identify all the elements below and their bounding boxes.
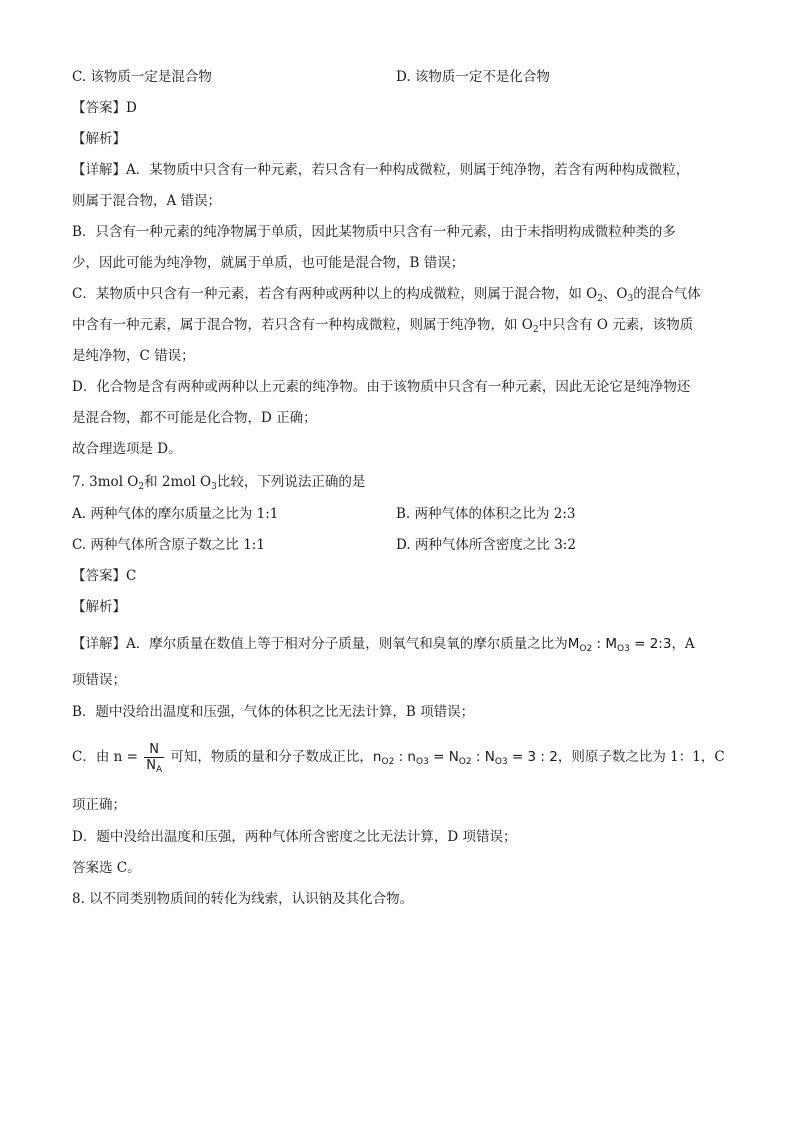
q6-detail-b-line1: B．只含有一种元素的纯净物属于单质，因此某物质中只含有一种元素，由于未指明构成微粒种类的多	[72, 224, 676, 240]
q6-detail-c-line3: 是纯净物，C 错误；	[72, 348, 195, 364]
q6-detail-c-line2: 中含有一种元素，属于混合物，若只含有一种构成微粒，则属于纯净物，如 $O_2$中只含有 O 元素，该物质	[72, 317, 694, 335]
q7-options-cd	[72, 536, 732, 554]
q6-options-cd	[72, 68, 732, 86]
q7-conclusion: 答案选 C。	[72, 860, 141, 876]
q7-analysis-label: 【解析】	[72, 599, 126, 615]
q6-detail-c-line1: C．某物质中只含有一种元素，若含有两种或两种以上的构成微粒，则属于混合物，如 $O_2$、$O_3$的混合气体	[72, 286, 701, 304]
molar-mass-ratio-formula: $M_{O2}$ : $M_{O3}$ = 2:3	[567, 636, 672, 654]
q7-option-a: A. 两种气体的摩尔质量之比为 1:1	[72, 506, 279, 522]
q6-detail-b-line2: 少，因此可能为纯净物，就属于单质，也可能是混合物，B 错误；	[72, 255, 465, 271]
q7-option-b: B. 两种气体的体积之比为 2:3	[396, 506, 576, 522]
q6-option-c: C. 该物质一定是混合物	[72, 69, 212, 85]
q7-detail-c-line1: C．由 n = $\frac{N}{N_A}$ 可知，物质的量和分子数成正比，$n_{O2}$ : $n_{O3} = N_{O2}$ : $N_{O3} = 3$ : 2，则原子数之比为 1：1，C	[72, 742, 725, 775]
mole-ratio-formula: $n_{O2}$ : $n_{O3} = N_{O2}$ : $N_{O3} = 3$ : 2	[372, 749, 558, 767]
q7-detail-d: D．题中没给出温度和压强，两种气体所含密度之比无法计算，D 项错误；	[72, 829, 517, 845]
q7-option-c: C. 两种气体所含原子数之比 1:1	[72, 537, 265, 553]
q6-option-d: D. 该物质一定不是化合物	[396, 69, 550, 85]
n-equals-fraction: $\frac{N}{N_A}$	[146, 742, 163, 775]
q7-detail-a-line2: 项错误；	[72, 672, 126, 688]
q7-options-ab	[72, 505, 732, 523]
q7-option-d: D. 两种气体所含密度之比 3:2	[396, 537, 576, 553]
q6-detail-a-line1: 【详解】A．某物质中只含有一种元素，若只含有一种构成微粒，则属于纯净物，若含有两种构成微粒，	[72, 162, 690, 178]
q7-answer: 【答案】C	[72, 568, 137, 584]
q6-conclusion: 故合理选项是 D。	[72, 441, 182, 457]
q7-stem: 7. 3mol $O_2$和 2mol $O_3$比较，下列说法正确的是	[72, 474, 366, 492]
q6-answer: 【答案】D	[72, 100, 137, 116]
q6-analysis-label: 【解析】	[72, 131, 126, 147]
q8-stem: 8. 以不同类别物质间的转化为线索，认识钠及其化合物。	[72, 891, 414, 907]
q7-detail-a-line1: 【详解】A．摩尔质量在数值上等于相对分子质量，则氧气和臭氧的摩尔质量之比为$M_{O2}$ : $M_{O3}$ = 2:3，A	[72, 636, 695, 654]
q7-detail-c-line2: 项正确；	[72, 797, 126, 813]
q7-detail-b: B．题中没给出温度和压强，气体的体积之比无法计算，B 项错误；	[72, 704, 475, 720]
q6-detail-d-line2: 是混合物，都不可能是化合物，D 正确；	[72, 410, 317, 426]
q6-detail-a-line2: 则属于混合物，A 错误；	[72, 193, 222, 209]
q6-detail-d-line1: D．化合物是含有两种或两种以上元素的纯净物。由于该物质中只含有一种元素，因此无论它是纯净物还	[72, 379, 691, 395]
